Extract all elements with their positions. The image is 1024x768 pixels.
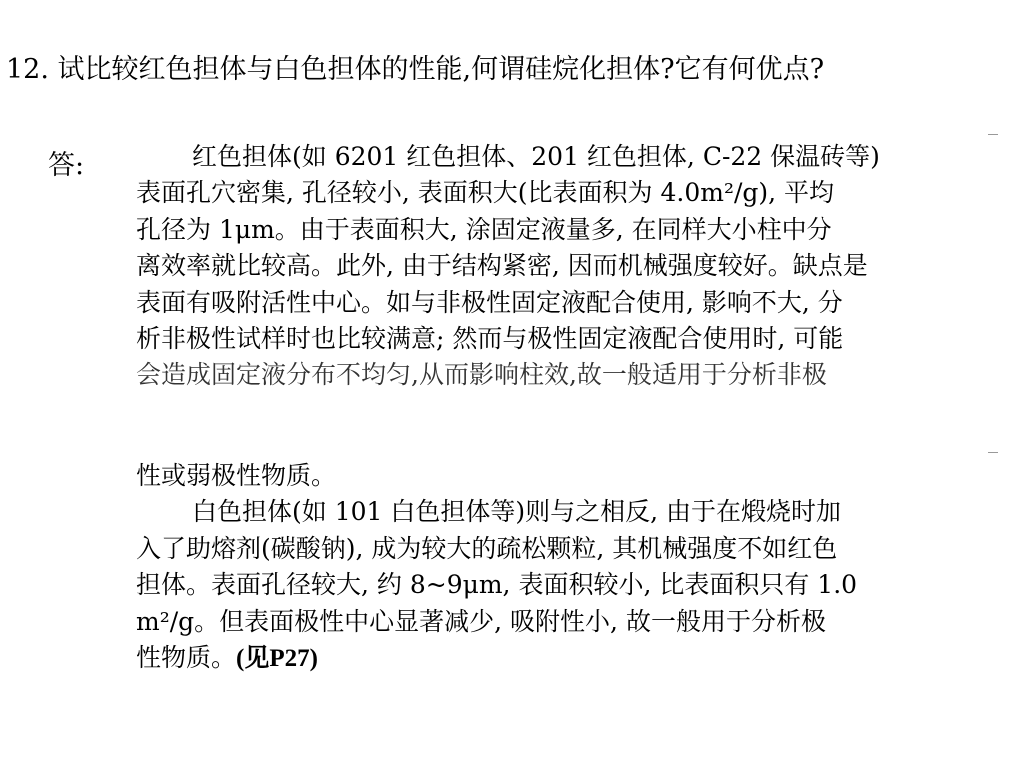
scan2-line-3: 入了助熔剂(碳酸钠), 成为较大的疏松颗粒, 其机械强度不如红色	[136, 533, 838, 563]
scan2-line-6-text: 性物质。	[136, 642, 237, 672]
scanned-text-block-1	[136, 139, 978, 390]
scanned-text-block-2	[136, 458, 978, 676]
page-reference: (见P27)	[236, 644, 318, 672]
scan-edge-mark	[988, 134, 998, 135]
scan1-line-4: 离效率就比较高。此外, 由于结构紧密, 因而机械强度较好。缺点是	[136, 251, 868, 281]
scan2-line-1: 性或弱极性物质。	[136, 461, 337, 490]
scan1-line-5: 表面有吸附活性中心。如与非极性固定液配合使用, 影响不大, 分	[136, 287, 843, 317]
scan-edge-mark	[988, 452, 998, 453]
question-heading: 12. 试比较红色担体与白色担体的性能,何谓硅烷化担体?它有何优点?	[6, 54, 825, 85]
scan2-line-4: 担体。表面孔径较大, 约 8~9μm, 表面积较小, 比表面积只有 1.0	[136, 570, 858, 600]
scan2-line-2: 白色担体(如 101 白色担体等)则与之相反, 由于在煅烧时加	[192, 497, 842, 527]
scan2-line-5: m²/g。但表面极性中心显著减少, 吸附性小, 故一般用于分析极	[136, 606, 826, 636]
scan1-line-1: 红色担体(如 6201 红色担体、201 红色担体, C-22 保温砖等)	[192, 142, 880, 171]
answer-label: 答:	[48, 150, 85, 181]
scan1-line-6: 析非极性试样时也比较满意; 然而与极性固定液配合使用时, 可能	[136, 323, 844, 353]
scan1-cut-line: 会造成固定液分布不均匀,从而影响柱效,故一般适用于分析非极	[136, 360, 827, 390]
scan2-line-6	[136, 640, 978, 676]
scan1-line-3: 孔径为 1μm。由于表面积大, 涂固定液量多, 在同样大小柱中分	[136, 214, 832, 244]
scan1-line-2: 表面孔穴密集, 孔径较小, 表面积大(比表面积为 4.0m²/g), 平均	[136, 178, 835, 208]
